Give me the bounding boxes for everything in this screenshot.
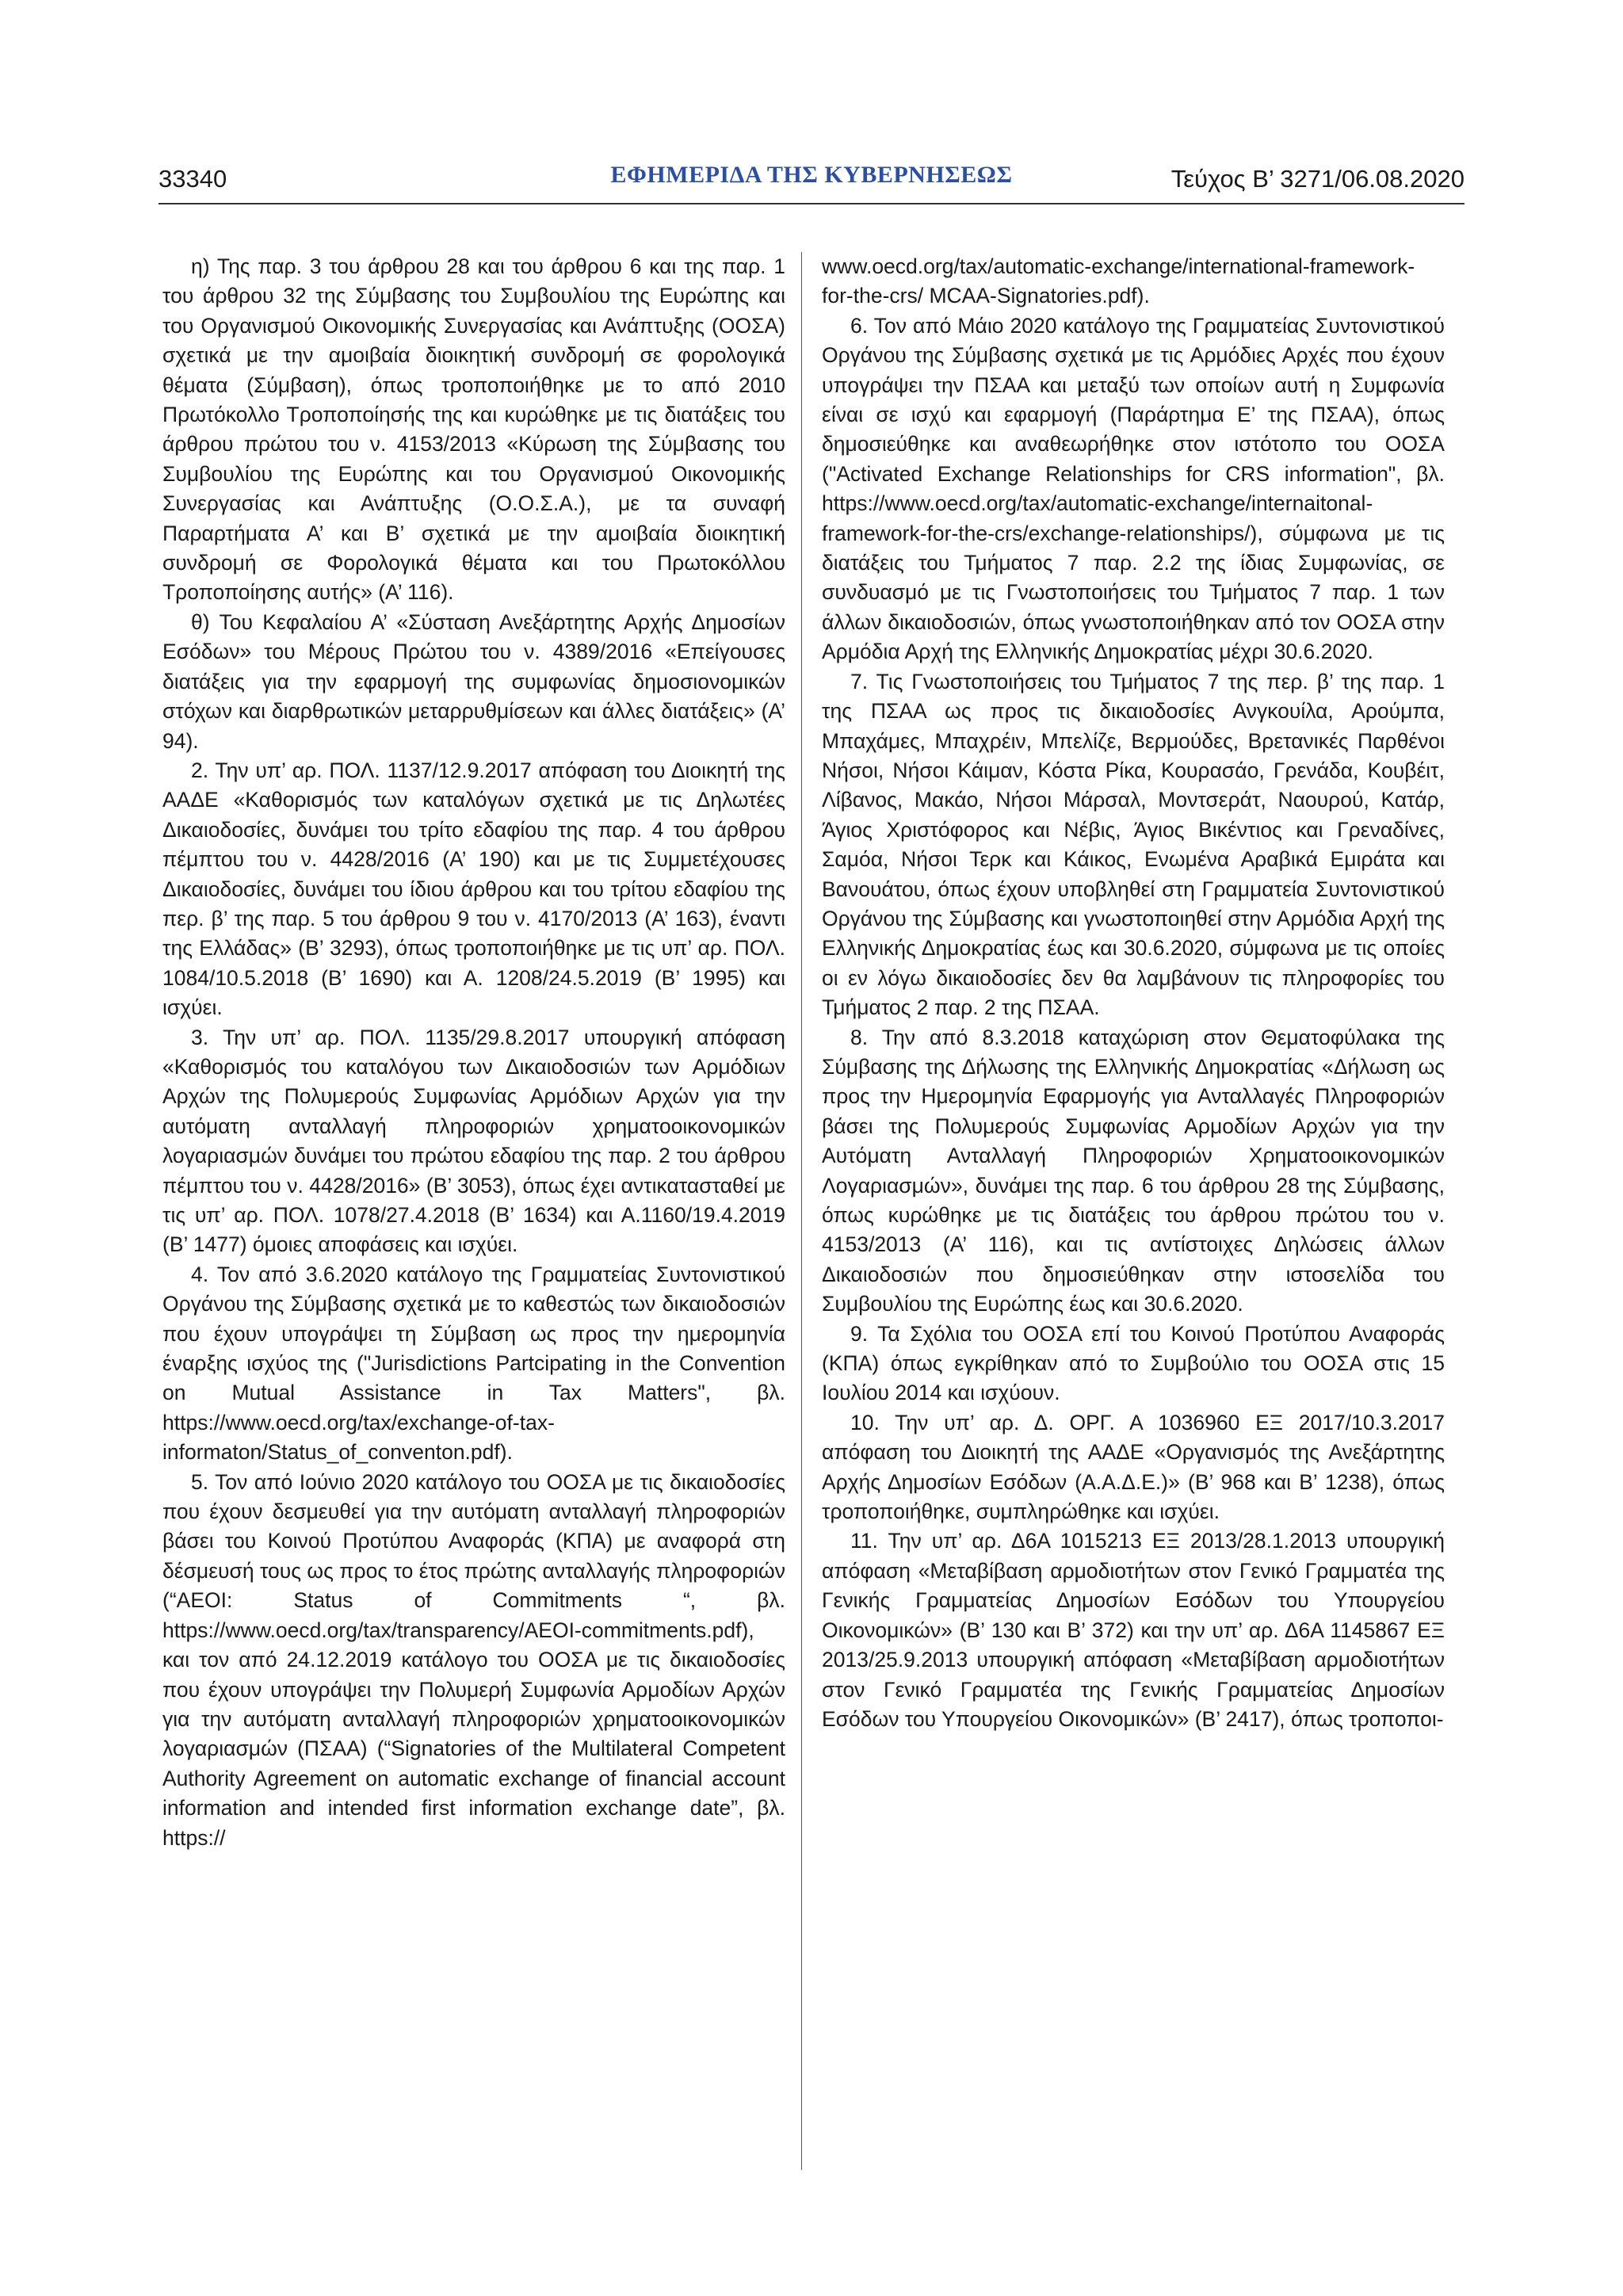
- right-column: [822, 252, 1445, 1734]
- paragraph: 6. Τον από Μάιο 2020 κατάλογο της Γραμματείας Συντονιστικού Οργάνου της Σύμβασης σχετικά με τις Αρμόδιες Αρχές που έχουν υπογράψει την ΠΣΑΑ και μεταξύ των οποίων αυτή η Συμφωνία είναι σε ισχύ και εφαρμογή (Παράρτημα Ε’ της ΠΣΑΑ), όπως δημοσιεύθηκε και αναθεωρήθηκε στον ιστότοπο του ΟΟΣΑ ("Activated Exchange Relationships for CRS information", βλ. https://www.oecd.org/tax/automatic-exchange/internaitonal-framework-for-the-crs/exchange-relationships/), σύμφωνα με τις διατάξεις του Τμήματος 7 παρ. 2.2 της ίδιας Συμφωνίας, σε συνδυασμό με τις Γνωστοποιήσεις του Τμήματος 7 παρ. 1 των άλλων δικαιοδοσιών, όπως γνωστοποιήθηκαν από τον ΟΟΣΑ στην Αρμόδια Αρχή της Ελληνικής Δημοκρατίας μέχρι 30.6.2020.: [822, 313, 1445, 664]
- paragraph: 10. Την υπ’ αρ. Δ. ΟΡΓ. Α 1036960 ΕΞ 2017/10.3.2017 απόφαση του Διοικητή της ΑΑΔΕ «Οργανισμός της Ανεξάρτητης Αρχής Δημοσίων Εσόδων (Α.Α.Δ.Ε.)» (Β’ 968 και Β’ 1238), όπως τροποποιήθηκε, συμπληρώθηκε και ισχύει.: [822, 1410, 1445, 1524]
- paragraph: 2. Την υπ’ αρ. ΠΟΛ. 1137/12.9.2017 απόφαση του Διοικητή της ΑΑΔΕ «Καθορισμός των καταλόγων σχετικά με τις Δηλωτέες Δικαιοδοσίες, δυνάμει του τρίτο εδαφίου της παρ. 4 του άρθρου πέμπτου του ν. 4428/2016 (Α’ 190) και με τις Συμμετέχουσες Δικαιοδοσίες, δυνάμει του ίδιου άρθρου και του τρίτου εδαφίου της περ. β’ της παρ. 5 του άρθρου 9 του ν. 4170/2013 (Α’ 163), έναντι της Ελλάδας» (Β’ 3293), όπως τροποποιήθηκε με τις υπ’ αρ. ΠΟΛ. 1084/10.5.2018 (Β’ 1690) και Α. 1208/24.5.2019 (Β’ 1995) και ισχύει.: [162, 758, 785, 1020]
- paragraph: 3. Την υπ’ αρ. ΠΟΛ. 1135/29.8.2017 υπουργική απόφαση «Καθορισμός του καταλόγου των Δικαιοδοσιών των Αρμόδιων Αρχών της Πολυμερούς Συμφωνίας Αρμόδιων Αρχών για την αυτόματη ανταλλαγή πληροφοριών χρηματοοικονομικών λογαριασμών δυνάμει του πρώτου εδαφίου της παρ. 2 του άρθρου πέμπτου του ν. 4428/2016» (Β’ 3053), όπως έχει αντικατασταθεί με τις υπ’ αρ. ΠΟΛ. 1078/27.4.2018 (Β’ 1634) και Α.1160/19.4.2019 (Β’ 1477) όμοιες αποφάσεις και ισχύει.: [162, 1025, 785, 1257]
- paragraph: 4. Τον από 3.6.2020 κατάλογο της Γραμματείας Συντονιστικού Οργάνου της Σύμβασης σχετικά με το καθεστώς των δικαιοδοσιών που έχουν υπογράψει τη Σύμβαση ως προς την ημερομηνία έναρξης ισχύος της ("Jurisdictions Partcipating in the Convention on Mutual Assistance in Tax Matters", βλ. https://www.oecd.org/tax/exchange-of-tax- informaton/Status_of_conventon.pdf).: [162, 1262, 785, 1465]
- column-divider: [801, 252, 802, 2170]
- paragraph: 8. Την από 8.3.2018 καταχώριση στον Θεματοφύλακα της Σύμβασης της Δήλωσης της Ελληνικής Δημοκρατίας «Δήλωση ως προς την Ημερομηνία Εφαρμογής για Ανταλλαγές Πληροφοριών βάσει της Πολυμερούς Συμφωνίας Αρμοδίων Αρχών για την Αυτόματη Ανταλλαγή Πληροφοριών Χρηματοοικονομικών Λογαριασμών», δυνάμει της παρ. 6 του άρθρου 28 της Σύμβασης, όπως κυρώθηκε με τις διατάξεις του άρθρου πρώτου του ν. 4153/2013 (Α’ 116), και τις αντίστοιχες Δηλώσεις άλλων Δικαιοδοσιών που δημοσιεύθηκαν στην ιστοσελίδα του Συμβουλίου της Ευρώπης έως και 30.6.2020.: [822, 1025, 1445, 1316]
- paragraph: θ) Του Κεφαλαίου Α’ «Σύσταση Ανεξάρτητης Αρχής Δημοσίων Εσόδων» του Μέρους Πρώτου του ν. 4389/2016 «Επείγουσες διατάξεις για την εφαρμογή της συμφωνίας δημοσιονομικών στόχων και διαρθρωτικών μεταρρυθμίσεων και άλλες διατάξεις» (Α’ 94).: [162, 609, 785, 753]
- paragraph: η) Της παρ. 3 του άρθρου 28 και του άρθρου 6 και της παρ. 1 του άρθρου 32 της Σύμβασης του Συμβουλίου της Ευρώπης και του Οργανισμού Οικονομικής Συνεργασίας και Ανάπτυξης (ΟΟΣΑ) σχετικά με την αμοιβαία διοικητική συνδρομή σε φορολογικά θέματα (Σύμβαση), όπως τροποποιήθηκε με το από 2010 Πρωτόκολλο Τροποποίησής της και κυρώθηκε με τις διατάξεις του άρθρου πρώτου του ν. 4153/2013 «Κύρωση της Σύμβασης του Συμβουλίου της Ευρώπης και του Οργανισμού Οικονομικής Συνεργασίας και Ανάπτυξης (Ο.Ο.Σ.Α.), με τα συναφή Παραρτήματα Α’ και Β’ σχετικά με την αμοιβαία διοικητική συνδρομή σε Φορολογικά θέματα και του Πρωτοκόλλου Τροποποίησης αυτής» (Α’ 116).: [162, 254, 785, 605]
- page-number: 33340: [158, 165, 227, 193]
- paragraph: 9. Τα Σχόλια του ΟΟΣΑ επί του Κοινού Προτύπου Αναφοράς (ΚΠΑ) όπως εγκρίθηκαν από το Συμβούλιο του ΟΟΣΑ στις 15 Ιουλίου 2014 και ισχύουν.: [822, 1321, 1445, 1405]
- left-column: [162, 252, 785, 1853]
- paragraph: 11. Την υπ’ αρ. Δ6Α 1015213 ΕΞ 2013/28.1.2013 υπουργική απόφαση «Μεταβίβαση αρμοδιοτήτων στον Γενικό Γραμματέα της Γενικής Γραμματείας Δημοσίων Εσόδων του Υπουργείου Οικονομικών» (Β’ 130 και Β’ 372) και την υπ’ αρ. Δ6Α 1145867 ΕΞ 2013/25.9.2013 υπουργική απόφαση «Μεταβίβαση αρμοδιοτήτων στον Γενικό Γραμματέα της Γενικής Γραμματείας Δημοσίων Εσόδων του Υπουργείου Οικονομικών» (Β’ 2417), όπως τροποποι-: [822, 1529, 1445, 1731]
- paragraph: 7. Τις Γνωστοποιήσεις του Τμήματος 7 της περ. β’ της παρ. 1 της ΠΣΑΑ ως προς τις δικαιοδοσίες Ανγκουίλα, Αρούμπα, Μπαχάμες, Μπαχρέιν, Μπελίζε, Βερμούδες, Βρετανικές Παρθένοι Νήσοι, Νήσοι Κάιμαν, Κόστα Ρίκα, Κουρασάο, Γρενάδα, Κουβέιτ, Λίβανος, Μακάο, Νήσοι Μάρσαλ, Μοντσεράτ, Ναουρού, Κατάρ, Άγιος Χριστόφορος και Νέβις, Άγιος Βικέντιος και Γρεναδίνες, Σαμόα, Νήσοι Τερκ και Κάικος, Ενωμένα Αραβικά Εμιράτα και Βανουάτου, όπως έχουν υποβληθεί στη Γραμματεία Συντονιστικού Οργάνου της Σύμβασης και γνωστοποιηθεί στην Αρμόδια Αρχή της Ελληνικής Δημοκρατίας έως και 30.6.2020, σύμφωνα με τις οποίες οι εν λόγω δικαιοδοσίες δεν θα λαμβάνουν τις πληροφορίες του Τμήματος 2 παρ. 2 της ΠΣΑΑ.: [822, 669, 1445, 1020]
- header-rule: [158, 203, 1465, 204]
- gazette-title: ΕΦΗΜΕΡΙΔΑ ΤΗΣ ΚΥΒΕΡΝΗΣΕΩΣ: [610, 162, 1013, 188]
- page-header: [158, 159, 1465, 198]
- issue-number: Τεύχος Β’ 3271/06.08.2020: [1170, 165, 1465, 193]
- paragraph: 5. Τον από Ιούνιο 2020 κατάλογο του ΟΟΣΑ με τις δικαιοδοσίες που έχουν δεσμευθεί για την αυτόματη ανταλλαγή πληροφοριών βάσει του Κοινού Προτύπου Αναφοράς (ΚΠΑ) με αναφορά στη δέσμευσή τους ως προς το έτος πρώτης ανταλλαγής πληροφοριών (“AEOI: Status of Commitments “, βλ. https://www.oecd.org/tax/transparency/AEOI-commitments.pdf), και τον από 24.12.2019 κατάλογο του ΟΟΣΑ με τις δικαιοδοσίες που έχουν υπογράψει την Πολυμερή Συμφωνία Αρμοδίων Αρχών για την αυτόματη ανταλλαγή πληροφοριών χρηματοοικονομικών λογαριασμών (ΠΣΑΑ) (“Signatories of the Multilateral Competent Authority Agreement on automatic exchange of financial account information and intended first information exchange date”, βλ. https://: [162, 1469, 785, 1850]
- paragraph-continuation: www.oecd.org/tax/automatic-exchange/international-framework-for-the-crs/ MCAA-Signatories.pdf).: [822, 254, 1415, 308]
